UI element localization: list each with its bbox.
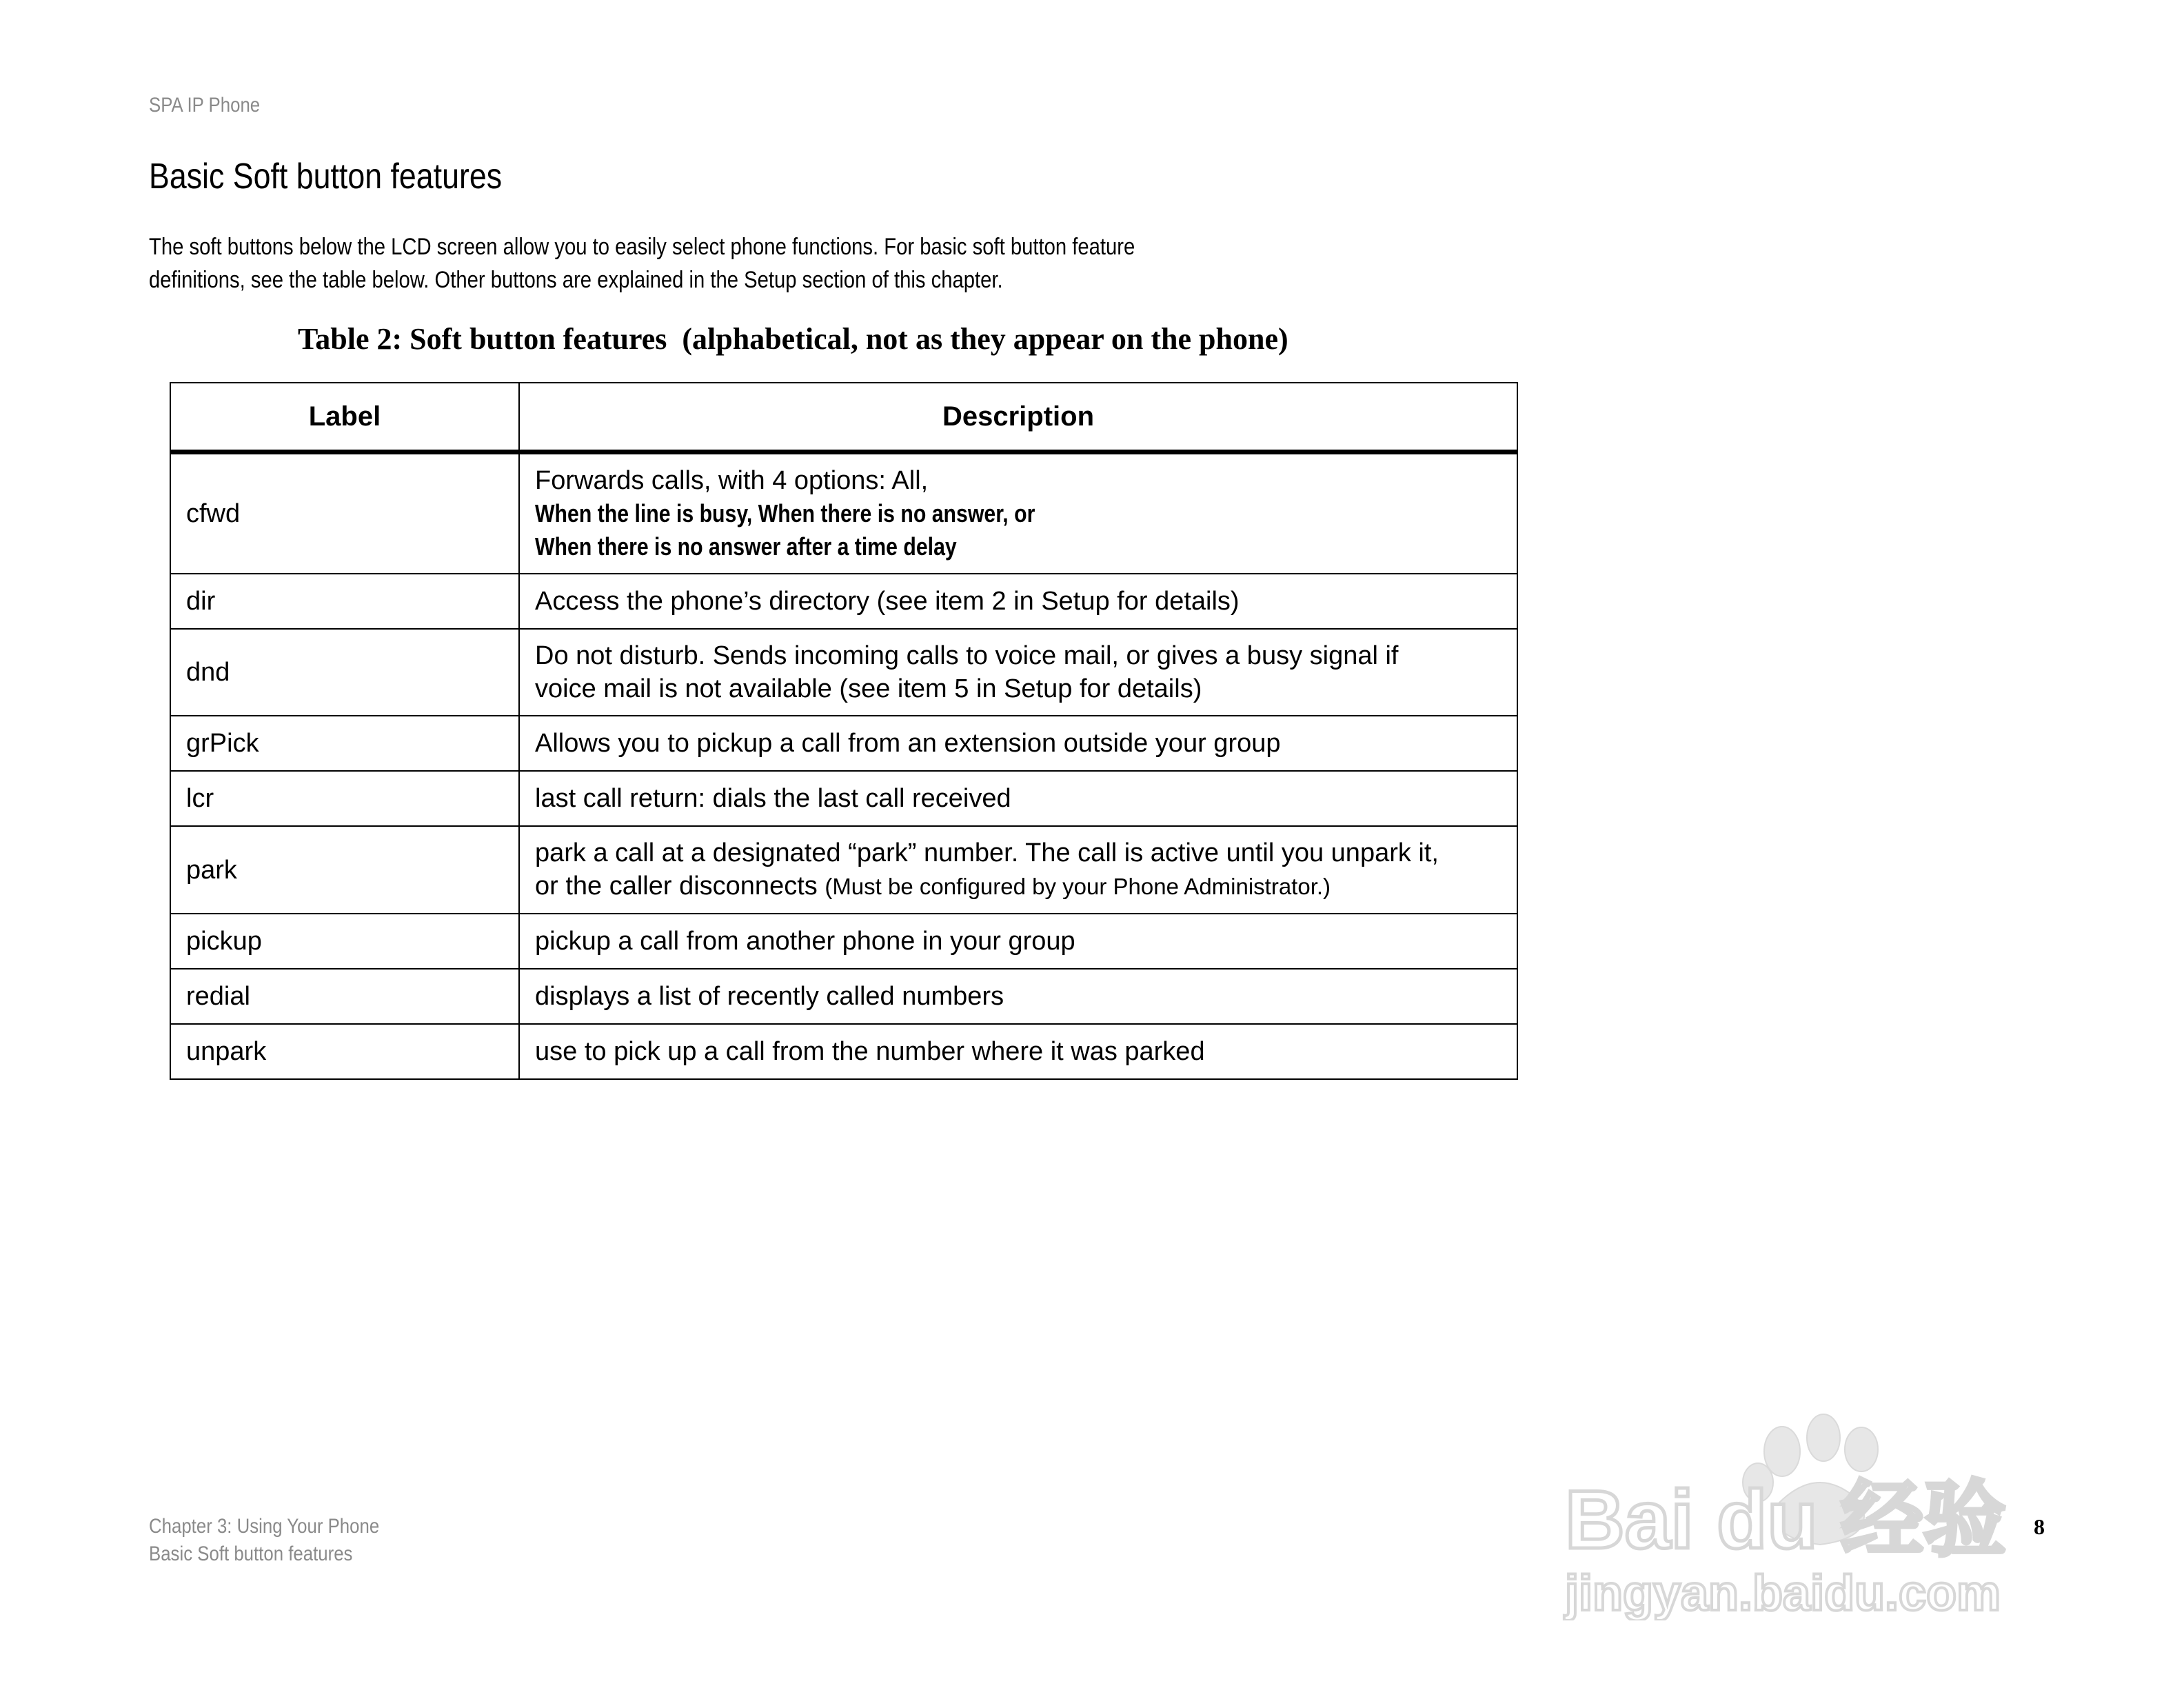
row-description: Allows you to pickup a call from an extension outside your group xyxy=(519,716,1517,771)
soft-button-features-table xyxy=(170,382,1518,1080)
footer-chapter: Chapter 3: Using Your Phone xyxy=(149,1515,380,1538)
running-header: SPA IP Phone xyxy=(149,94,261,117)
row-description: displays a list of recently called numbers xyxy=(519,969,1517,1024)
description-text-2: voice mail is not available (see item 5 in Setup for details) xyxy=(535,674,1202,703)
row-label: redial xyxy=(170,969,519,1024)
section-title: Basic Soft button features xyxy=(149,157,503,197)
row-label: grPick xyxy=(170,716,519,771)
description-note: (Must be configured by your Phone Administrator.) xyxy=(825,874,1331,899)
intro-line-1: The soft buttons below the LCD screen allow you to easily select phone functions. For basic soft button feature xyxy=(149,234,1135,260)
row-description xyxy=(519,452,1517,574)
row-description: pickup a call from another phone in your group xyxy=(519,914,1517,969)
watermark-brand: Bai du 经验 xyxy=(1565,1474,2007,1566)
watermark-url: jingyan.baidu.com xyxy=(1565,1566,2001,1620)
description-text: Forwards calls, with 4 options: All, xyxy=(535,466,929,495)
table-row xyxy=(170,629,1517,716)
row-label: pickup xyxy=(170,914,519,969)
description-conditions-2: When there is no answer after a time delay xyxy=(535,532,957,561)
footer-section: Basic Soft button features xyxy=(149,1543,353,1565)
column-header-description: Description xyxy=(519,383,1517,452)
table-row xyxy=(170,914,1517,969)
row-label: dnd xyxy=(170,629,519,716)
column-header-label: Label xyxy=(170,383,519,452)
table-row xyxy=(170,1024,1517,1079)
description-text: park a call at a designated “park” number. The call is active until you unpark it, xyxy=(535,838,1439,867)
intro-paragraph xyxy=(149,230,1135,297)
row-description: Access the phone’s directory (see item 2 in Setup for details) xyxy=(519,574,1517,629)
table-row xyxy=(170,716,1517,771)
row-label: park xyxy=(170,826,519,914)
page-number: 8 xyxy=(2034,1514,2045,1539)
intro-line-2: definitions, see the table below. Other buttons are explained in the Setup section of this chapter. xyxy=(149,267,1003,293)
row-description xyxy=(519,826,1517,914)
table-row xyxy=(170,574,1517,629)
page-footer xyxy=(149,1513,379,1568)
table-row xyxy=(170,826,1517,914)
row-label: unpark xyxy=(170,1024,519,1079)
description-conditions: When the line is busy, When there is no answer, or xyxy=(535,499,1035,528)
table-header-row xyxy=(170,383,1517,452)
row-label: dir xyxy=(170,574,519,629)
row-description: use to pick up a call from the number where it was parked xyxy=(519,1024,1517,1079)
baidu-watermark-logo xyxy=(1551,1407,2075,1620)
table-row xyxy=(170,452,1517,574)
description-text: Do not disturb. Sends incoming calls to voice mail, or gives a busy signal if xyxy=(535,641,1399,670)
table-row xyxy=(170,771,1517,826)
table-caption: Table 2: Soft button features (alphabetical, not as they appear on the phone) xyxy=(298,322,1288,356)
row-description: last call return: dials the last call received xyxy=(519,771,1517,826)
table-row xyxy=(170,969,1517,1024)
row-label: cfwd xyxy=(170,452,519,574)
description-text-2: or the caller disconnects xyxy=(535,872,818,901)
row-description xyxy=(519,629,1517,716)
row-label: lcr xyxy=(170,771,519,826)
